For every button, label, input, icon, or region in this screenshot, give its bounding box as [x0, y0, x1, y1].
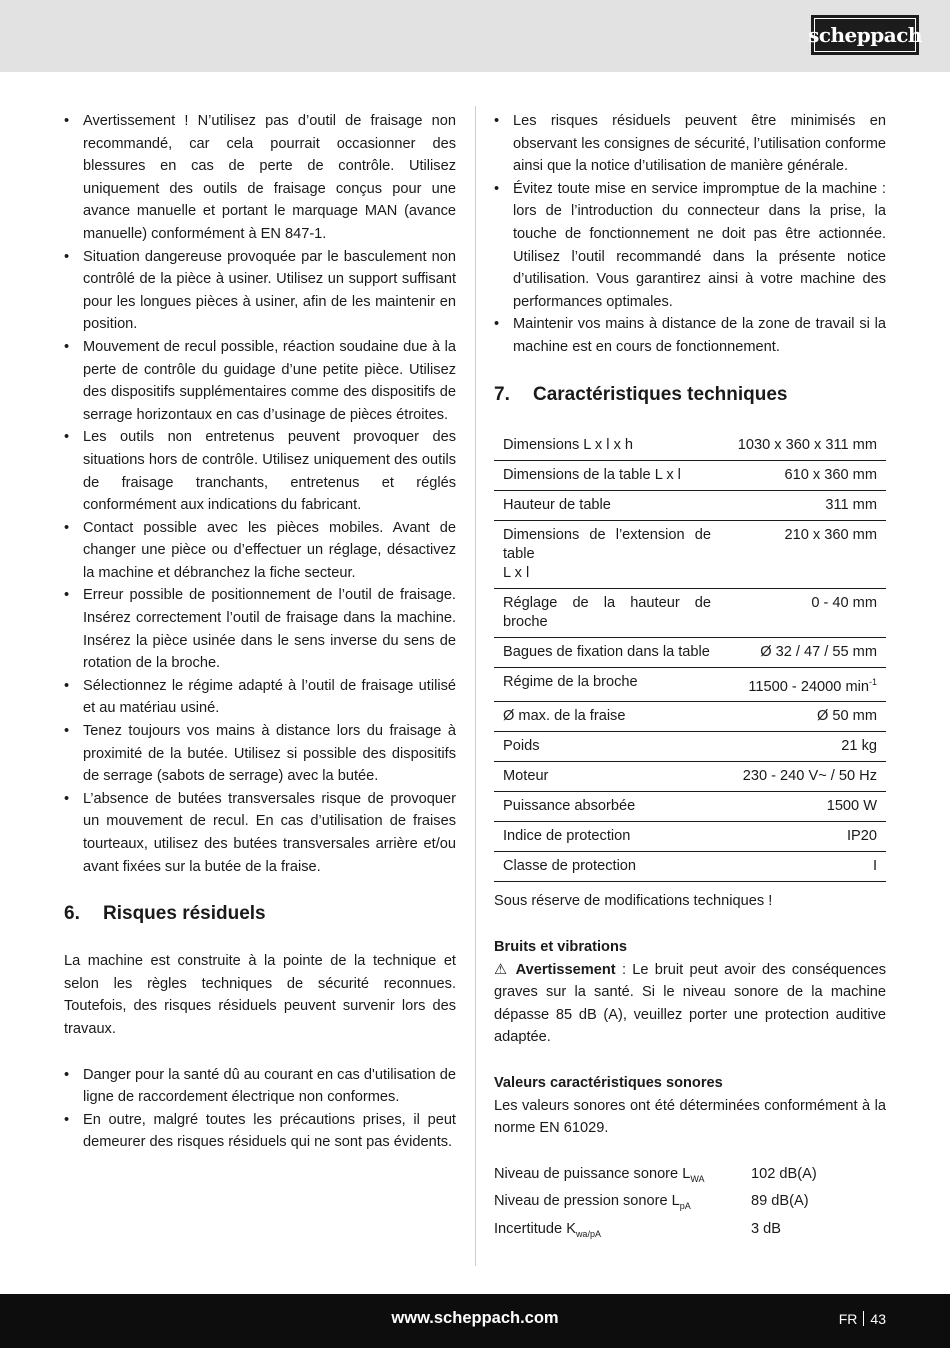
- scheppach-logo: [808, 15, 922, 55]
- section-6-heading: [64, 901, 456, 927]
- bullet-icon: •: [64, 429, 70, 446]
- spec-label: Hauteur de table: [494, 490, 720, 520]
- spacer: [494, 1140, 886, 1163]
- spacer: [494, 1049, 886, 1072]
- list-item: • Avertissement ! N’utilisez pas d’outil de fraisage non recommandé, car cela pourrait occasionner des blessures en cas de perte de contrôle. Utilisez uniquement des outils de fraisage conçus pour une avance manuelle et portant le marquage MAN (avance manuelle) conformément à EN 847-1.: [64, 110, 456, 246]
- safety-bullet-list: [64, 110, 456, 878]
- spec-label: Régime de la broche: [494, 667, 720, 702]
- left-column: [64, 110, 456, 1154]
- list-item: • Les outils non entretenus peuvent provoquer des situations hors de contrôle. Utilisez uniquement des outils de fraisage tranchants, entretenus et réglés conformément aux indications du fabricant.: [64, 426, 456, 516]
- table-row: [494, 431, 886, 461]
- table-row: [494, 520, 886, 588]
- website-link[interactable]: www.scheppach.com: [391, 1309, 559, 1327]
- list-item: • L’absence de butées transversales risque de provoquer un mouvement de recul. En cas d’utilisation de fraises tourteaux, utilisez des butées transversales arrière et/ou avant fixées sur la butée de la fraise.: [64, 788, 456, 878]
- specs-table: [494, 431, 886, 883]
- spacer: [494, 408, 886, 431]
- sound-heading: Valeurs caractéristiques sonores: [494, 1074, 723, 1091]
- section-7-heading: [494, 382, 886, 408]
- spec-label: Dimensions de la table L x l: [494, 460, 720, 490]
- spec-value: I: [720, 852, 886, 882]
- table-row: [494, 637, 886, 667]
- spec-label: Ø max. de la fraise: [494, 702, 720, 732]
- table-row: [494, 702, 886, 732]
- spacer: [494, 359, 886, 382]
- list-item: • Mouvement de recul possible, réaction soudaine due à la perte de contrôle du guidage d’une petite pièce. Utilisez des dispositifs supplémentaires comme des dispositifs de serrage horizontaux en cas d’usinage de pièces étroites.: [64, 336, 456, 426]
- bullet-icon: •: [64, 113, 70, 129]
- list-item: • Évitez toute mise en service impromptue de la machine : lors de l’introduction du connecteur dans la prise, la touche de fonctionnement ne doit pas être actionnée. Utilisez l’outil recommandé dans la présente notice d’utilisation. Vous garantirez ainsi à votre machine des performances optimales.: [494, 178, 886, 314]
- table-row: [494, 762, 886, 792]
- bullet-icon: •: [64, 1111, 70, 1128]
- spec-value: 230 - 240 V~ / 50 Hz: [720, 762, 886, 792]
- logo-text: scheppach: [814, 18, 916, 52]
- list-item: • En outre, malgré toutes les précautions prises, il peut demeurer des risques résiduels qui ne sont pas évidents.: [64, 1109, 456, 1154]
- sound-values: [494, 1163, 886, 1246]
- spec-label: Puissance absorbée: [494, 792, 720, 822]
- bullet-icon: •: [64, 1066, 70, 1083]
- right-column: [494, 110, 886, 1245]
- column-divider: [475, 106, 476, 1266]
- list-item: • Situation dangereuse provoquée par le basculement non contrôlé de la pièce à usiner. Utilisez un support suffisant pour les longues pièces à usiner, afin de les maintenir en position.: [64, 246, 456, 336]
- spec-label: Dimensions L x l x h: [494, 431, 720, 461]
- reserve-note: Sous réserve de modifications techniques !: [494, 893, 773, 910]
- bullet-icon: •: [494, 316, 500, 333]
- sound-row: Niveau de puissance sonore $L_{WA}$ 102 dB(A): [494, 1165, 817, 1184]
- table-row: [494, 732, 886, 762]
- list-item: • Contact possible avec les pièces mobiles. Avant de changer une pièce ou d’effectuer un réglage, désactivez la machine et débranchez la fiche secteur.: [64, 517, 456, 585]
- footer-bar: [0, 1294, 950, 1348]
- list-item: • Tenez toujours vos mains à distance lors du fraisage à proximité de la butée. Utilisez si possible des dispositifs de serrage (sabots de serrage) avec la butée.: [64, 720, 456, 788]
- section-6-intro: La machine est construite à la pointe de la technique et selon les règles techniques de sécurité reconnues. Toutefois, des risques résiduels peuvent survenir lors des travaux.: [64, 953, 456, 1037]
- spec-label: Indice de protection: [494, 822, 720, 852]
- spec-value: 1500 W: [720, 792, 886, 822]
- warning-icon: ⚠: [494, 961, 510, 978]
- bullet-icon: •: [64, 338, 70, 355]
- section-number: 6.: [64, 903, 80, 925]
- bullet-icon: •: [64, 790, 70, 807]
- bullet-icon: •: [64, 248, 70, 265]
- table-row: [494, 460, 886, 490]
- table-row: [494, 490, 886, 520]
- table-row: [494, 822, 886, 852]
- spec-value: 610 x 360 mm: [720, 460, 886, 490]
- spec-value: 11500 - 24000 $\min^{-1}$: [720, 667, 886, 702]
- warning-label: Avertissement: [515, 961, 616, 978]
- section-title: Caractéristiques techniques: [533, 383, 788, 405]
- table-row: [494, 792, 886, 822]
- section-number: 7.: [494, 383, 510, 405]
- sound-row: Incertitude $K_{wa/pA}$ 3 dB: [494, 1220, 782, 1239]
- spec-value: IP20: [720, 822, 886, 852]
- table-row: [494, 588, 886, 637]
- spacer: [494, 882, 886, 890]
- spec-label: Classe de protection: [494, 852, 720, 882]
- bullet-icon: •: [64, 677, 70, 694]
- section-title: Risques résiduels: [103, 903, 266, 925]
- spec-label: Poids: [494, 732, 720, 762]
- noise-heading: Bruits et vibrations: [494, 938, 627, 955]
- table-row: [494, 852, 886, 882]
- bullet-icon: •: [494, 113, 500, 129]
- spec-value: Ø 32 / 47 / 55 mm: [720, 637, 886, 667]
- spacer: [64, 927, 456, 950]
- sound-row: Niveau de pression sonore $L_{pA}$ 89 dB(A): [494, 1193, 809, 1212]
- spacer: [494, 913, 886, 936]
- list-item: • Les risques résiduels peuvent être minimisés en observant les consignes de sécurité, l’utilisation conforme ainsi que la notice d’utilisation de manière générale.: [494, 110, 886, 178]
- spacer: [64, 878, 456, 901]
- spacer: [64, 1041, 456, 1064]
- bullet-icon: •: [494, 180, 500, 197]
- separator: [863, 1311, 864, 1326]
- spec-label: Bagues de fixation dans la table: [494, 637, 720, 667]
- noise-warning: ⚠ Avertissement : Le bruit peut avoir des conséquences graves sur la santé. Si le niveau sonore de la machine dépasse 85 dB (A), veuillez porter une protection auditive adaptée.: [494, 961, 886, 1046]
- spec-label: Réglage de la hauteur de broche: [494, 588, 720, 637]
- spec-label: Moteur: [494, 762, 720, 792]
- spec-value: 21 kg: [720, 732, 886, 762]
- spec-value: Ø 50 mm: [720, 702, 886, 732]
- bullet-icon: •: [64, 519, 70, 536]
- spec-value: 1030 x 360 x 311 mm: [720, 431, 886, 461]
- table-row: [494, 667, 886, 702]
- page-indicator: FR 43: [838, 1311, 886, 1327]
- spec-value: 311 mm: [720, 490, 886, 520]
- list-item: • Maintenir vos mains à distance de la zone de travail si la machine est en cours de fonctionnement.: [494, 313, 886, 358]
- bullet-icon: •: [64, 723, 70, 740]
- list-item: • Erreur possible de positionnement de l’outil de fraisage. Insérez correctement l’outil de fraisage dans la machine. Insérez la pièce usinée dans le sens inverse du sens de rotation de la broche.: [64, 584, 456, 674]
- spec-value: 0 - 40 mm: [720, 588, 886, 637]
- list-item: • Sélectionnez le régime adapté à l’outil de fraisage utilisé et au matériau usiné.: [64, 675, 456, 720]
- spec-value: 210 x 360 mm: [720, 520, 886, 588]
- residual-risk-list-continued: [494, 110, 886, 359]
- header-bar: [0, 0, 950, 72]
- spec-label: Dimensions de l’extension de table L x l: [494, 520, 720, 588]
- list-item: • Danger pour la santé dû au courant en cas d'utilisation de ligne de raccordement électrique non conformes.: [64, 1064, 456, 1109]
- bullet-icon: •: [64, 587, 70, 604]
- residual-risk-list: [64, 1064, 456, 1154]
- sound-intro: Les valeurs sonores ont été déterminées conformément à la norme EN 61029.: [494, 1097, 886, 1137]
